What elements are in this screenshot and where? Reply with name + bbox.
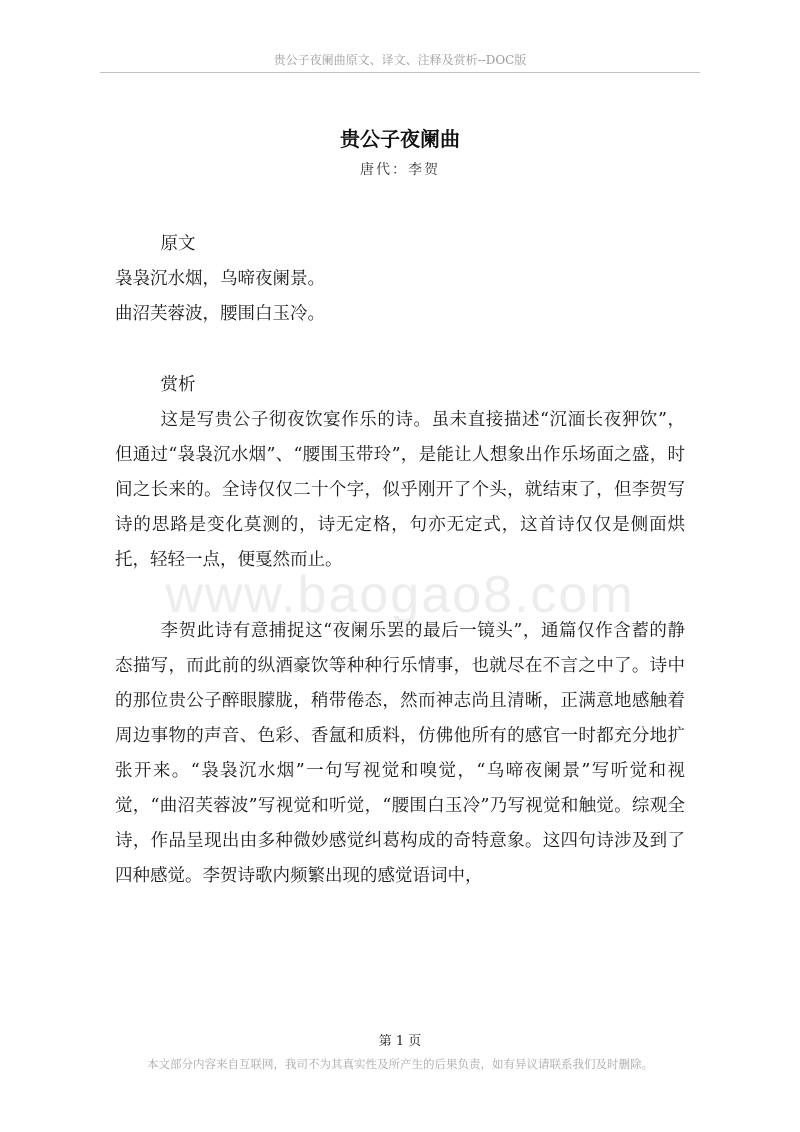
page-footer-disclaimer: 本文部分内容来自互联网，我司不为其真实性及所产生的后果负责，如有异议请联系我们及时删除。 — [147, 1057, 653, 1071]
original-heading: 原文 — [160, 234, 196, 254]
page-header: 贵公子夜阑曲原文、译文、注释及赏析--DOC版 — [100, 52, 700, 73]
appreciation-paragraph-2: 李贺此诗有意捕捉这“夜阑乐罢的最后一镜头”，通篇仅作含蓄的静态描写，而此前的纵酒豪饮等种种行乐情事，也就尽在不言之中了。诗中的那位贵公子醉眼朦胧，稍带倦态，然而神志尚且清晰，正满意地感触着周边事物的声音、色彩、香氲和质料，仿佛他所有的感官一时都充分地扩张开来。“袅袅沉水烟”一句写视觉和嗅觉，“乌啼夜阑景”写听觉和视觉，“曲沼芙蓉波”写视觉和听觉，“腰围白玉冷”乃写视觉和触觉。综观全诗，作品呈现出由多种微妙感觉纠葛构成的奇特意象。这四句诗涉及到了四种感觉。李贺诗歌内频繁出现的感觉语词中， — [115, 621, 685, 886]
svg-text:www.baogao8.com: www.baogao8.com — [165, 566, 635, 624]
poem-line-1: 袅袅沉水烟，乌啼夜阑景。 — [115, 269, 325, 289]
section-spacer — [115, 332, 685, 368]
page-number: 第 1 页 — [378, 1034, 422, 1049]
document-body — [115, 227, 685, 894]
poem-title: 贵公子夜阑曲 — [340, 127, 460, 151]
appreciation-heading: 赏析 — [160, 375, 196, 395]
poem-author: 唐代：李贺 — [360, 162, 440, 178]
appreciation-paragraph-1: 这是写贵公子彻夜饮宴作乐的诗。虽未直接描述“沉湎长夜狎饮”，但通过“袅袅沉水烟”、“腰围玉带玲”，是能让人想象出作乐场面之盛，时间之长来的。全诗仅仅二十个字，似乎刚开了个头，就结束了，但李贺写诗的思路是变化莫测的，诗无定格，句亦无定式，这首诗仅仅是侧面烘托，轻轻一点，便戛然而止。 — [115, 410, 685, 570]
paragraph-spacer — [115, 578, 685, 614]
poem-line-2: 曲沼芙蓉波，腰围白玉冷。 — [115, 304, 325, 324]
